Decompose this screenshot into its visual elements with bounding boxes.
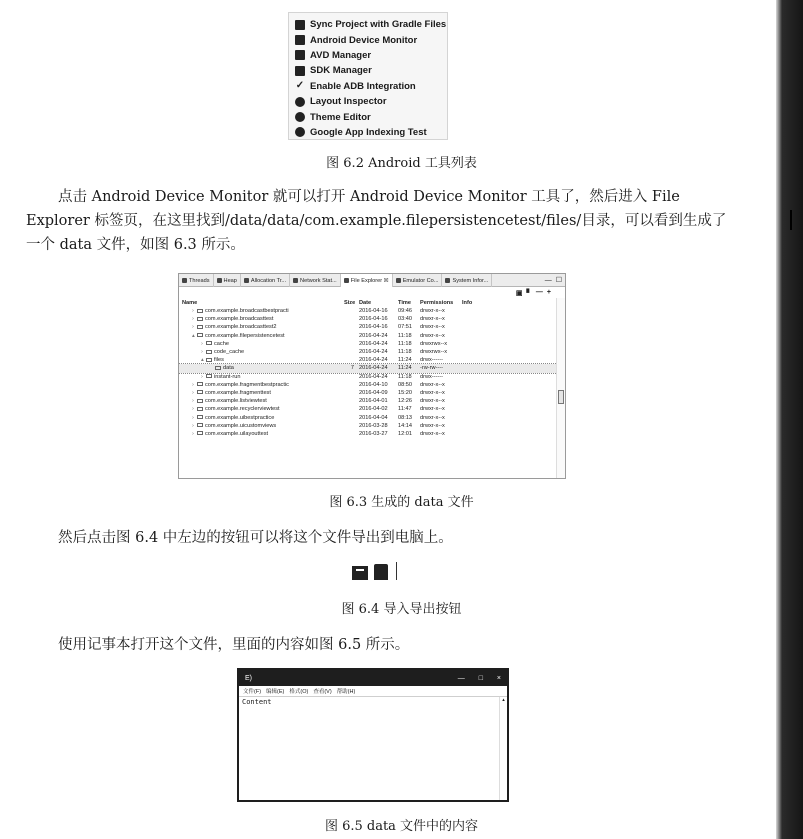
notepad-title-bar [239, 670, 507, 686]
file-time: 15:20 [398, 389, 412, 396]
file-name: com.example.uilayouttest [205, 430, 269, 437]
file-date: 2016-04-16 [359, 324, 388, 331]
col-time[interactable]: Time [398, 299, 411, 306]
notepad-menu-item[interactable]: 格式(O) [289, 689, 309, 695]
file-name-cell [179, 415, 344, 421]
file-date: 2016-03-27 [359, 430, 388, 437]
table-row[interactable] [179, 413, 565, 421]
menu-item[interactable] [295, 17, 447, 32]
toolbar-separator [396, 562, 397, 580]
file-date: 2016-04-10 [359, 381, 388, 388]
file-name-cell [179, 390, 344, 396]
file-permissions: drwxr-x--x [420, 414, 445, 421]
table-row[interactable] [179, 348, 565, 356]
fig-6-2-caption: 图 6.2 Android 工具列表 [326, 156, 477, 171]
collapsed-arrow-icon[interactable]: › [192, 398, 194, 405]
file-name-cell [179, 398, 344, 404]
folder-icon [206, 358, 212, 362]
notepad-scrollbar[interactable] [499, 697, 507, 800]
paragraph-1-line-2: Explorer 标签页，在这里找到/data/data/com.example.filepersistencetest/files/目录，可以看到生成了 [26, 213, 727, 229]
file-permissions: drwxr-x--x [420, 316, 445, 323]
file-time: 11:18 [398, 349, 412, 356]
folder-icon [197, 407, 203, 411]
table-row[interactable] [179, 405, 565, 413]
file-time: 11:18 [398, 340, 412, 347]
folder-icon [197, 325, 203, 329]
file-time: 08:50 [398, 381, 412, 388]
menu-item-label: Google App Indexing Test [310, 126, 427, 138]
ddms-tab-bar [179, 274, 565, 287]
table-row[interactable] [179, 315, 565, 323]
file-name: com.example.recyclerviewtest [205, 406, 280, 413]
tab-label: File Explorer ☒ [350, 277, 389, 284]
file-name-cell [179, 324, 344, 330]
file-name: cache [214, 340, 229, 347]
file-time: 09:46 [398, 308, 412, 315]
table-row[interactable] [179, 397, 565, 405]
file-permissions: drwxr-x--x [420, 332, 445, 339]
file-permissions: drwx------ [420, 357, 443, 364]
pull-file-icon[interactable]: ▣ [515, 289, 523, 297]
notepad-window [237, 668, 509, 802]
file-permissions: drwxrwx--x [420, 340, 448, 347]
tab-icon [344, 278, 349, 283]
file-name: com.example.fragmentbestpractic [205, 381, 289, 388]
file-name-cell [179, 423, 344, 429]
paragraph-3: 使用记事本打开这个文件，里面的内容如图 6.5 所示。 [58, 637, 410, 653]
menu-item[interactable] [295, 79, 441, 94]
file-name: com.example.listviewtest [205, 398, 267, 405]
new-folder-icon[interactable]: + [546, 289, 551, 296]
file-date: 2016-04-02 [359, 406, 388, 413]
menu-item-label: Android Device Monitor [310, 34, 418, 46]
file-time: 11:24 [398, 357, 412, 364]
fig-6-4-caption: 图 6.4 导入导出按钮 [341, 602, 462, 617]
file-name: com.example.filepersistencetest [205, 332, 285, 339]
tab-label: Heap [223, 277, 237, 284]
collapsed-arrow-icon[interactable]: › [192, 316, 194, 323]
file-name: com.example.uibestpractice [205, 414, 275, 421]
table-row[interactable] [179, 430, 565, 438]
file-time: 03:40 [398, 316, 412, 323]
file-date: 2016-04-04 [359, 414, 388, 421]
notepad-menu-item[interactable]: 编辑(E) [266, 689, 285, 695]
scan-edge [776, 0, 803, 839]
file-permissions: drwxr-x--x [420, 389, 445, 396]
theme-editor-icon [295, 112, 305, 122]
menu-item-label: AVD Manager [310, 49, 372, 61]
sync-gradle-icon [295, 20, 305, 30]
notepad-menu-item[interactable]: 查看(V) [313, 689, 332, 695]
app-indexing-icon [295, 127, 305, 137]
table-row[interactable] [179, 307, 565, 315]
push-file-icon[interactable] [374, 564, 388, 580]
push-file-icon[interactable]: ▘ [526, 289, 532, 297]
avd-manager-icon [295, 50, 305, 60]
file-date: 2016-04-24 [359, 349, 388, 356]
file-name: com.example.broadcasttest2 [205, 324, 277, 331]
collapsed-arrow-icon[interactable]: › [201, 373, 203, 380]
android-tools-menu [288, 12, 448, 140]
file-time: 11:18 [398, 373, 412, 380]
expanded-arrow-icon[interactable]: ▴ [201, 357, 204, 364]
menu-item-label: Layout Inspector [310, 96, 387, 108]
fig-6-5-caption: 图 6.5 data 文件中的内容 [324, 819, 479, 834]
folder-icon [206, 374, 212, 378]
sdk-manager-icon [295, 66, 305, 76]
file-name: data [223, 365, 234, 372]
file-name: com.example.fragmenttest [205, 389, 271, 396]
maximize-icon[interactable]: □ [478, 674, 483, 682]
paragraph-2: 然后点击图 6.4 中左边的按钮可以将这个文件导出到电脑上。 [58, 530, 453, 546]
file-name: files [214, 357, 224, 364]
menu-item-label: Enable ADB Integration [310, 80, 416, 92]
fig-6-3-caption: 图 6.3 生成的 data 文件 [329, 495, 474, 510]
file-time: 11:24 [398, 365, 412, 372]
file-date: 2016-04-16 [359, 316, 388, 323]
folder-icon [197, 309, 203, 313]
collapsed-arrow-icon[interactable]: › [192, 381, 194, 388]
folder-icon [197, 399, 203, 403]
table-row[interactable] [179, 323, 565, 331]
file-date: 2016-04-09 [359, 389, 388, 396]
table-row[interactable] [179, 381, 565, 389]
menu-item[interactable] [295, 63, 441, 78]
menu-item-label: Theme Editor [310, 111, 371, 123]
folder-icon [197, 390, 203, 394]
tab-icon [445, 278, 450, 283]
table-row[interactable] [179, 373, 565, 381]
folder-icon [197, 423, 203, 427]
file-date: 2016-04-24 [359, 340, 388, 347]
scrollbar-thumb[interactable] [558, 390, 564, 404]
folder-icon [197, 317, 203, 321]
file-date: 2016-04-24 [359, 373, 388, 380]
collapsed-arrow-icon[interactable]: › [192, 414, 194, 421]
file-date: 2016-04-24 [359, 365, 388, 372]
pull-file-icon[interactable] [352, 566, 368, 580]
notepad-menu-item[interactable]: 文件(F) [243, 689, 262, 695]
col-permissions[interactable]: Permissions [420, 299, 454, 306]
file-size: 7 [350, 365, 354, 372]
file-permissions: drwxr-x--x [420, 430, 445, 437]
table-row[interactable] [179, 356, 565, 364]
file-time: 12:01 [398, 430, 412, 437]
table-row[interactable] [179, 340, 565, 348]
file-icon [215, 366, 221, 370]
pull-push-buttons [352, 562, 397, 580]
file-permissions: drwx------ [420, 373, 443, 380]
folder-icon [197, 415, 203, 419]
file-name: com.example.broadcastbestpracti [205, 308, 289, 315]
layout-inspector-icon [295, 97, 305, 107]
file-date: 2016-03-28 [359, 422, 388, 429]
file-permissions: drwxr-x--x [420, 398, 445, 405]
file-name-cell [179, 382, 344, 388]
file-explorer-toolbar [179, 287, 565, 298]
table-row[interactable] [179, 332, 565, 340]
col-size[interactable]: Size [344, 299, 356, 306]
tab-icon [217, 278, 222, 283]
folder-icon [197, 431, 203, 435]
file-date: 2016-04-24 [359, 357, 388, 364]
window-controls [446, 675, 501, 682]
tab-icon [293, 278, 298, 283]
file-table-header [179, 298, 565, 307]
check-icon: ✓ [295, 80, 305, 92]
paragraph-1-line-3: 一个 data 文件，如图 6.3 所示。 [26, 237, 245, 253]
file-name-cell [179, 431, 344, 437]
file-time: 14:14 [398, 422, 412, 429]
table-row[interactable] [179, 389, 565, 397]
tab-label: Threads [189, 277, 210, 284]
collapsed-arrow-icon[interactable]: › [201, 340, 203, 347]
file-permissions: -rw-rw---- [420, 365, 443, 372]
table-row[interactable] [179, 422, 565, 430]
file-permissions: drwxr-x--x [420, 308, 445, 315]
delete-icon[interactable]: — [535, 289, 543, 296]
menu-item[interactable] [295, 125, 441, 140]
file-name-cell [179, 308, 344, 314]
file-explorer-panel [178, 273, 566, 479]
notepad-menu-bar [239, 686, 507, 697]
file-name: instant-run [214, 373, 241, 380]
collapsed-arrow-icon[interactable]: › [192, 308, 194, 315]
tab-label: System Infor... [452, 277, 489, 284]
tab-4[interactable] [341, 274, 393, 287]
folder-icon [197, 333, 203, 337]
file-name: com.example.uicustomviews [205, 422, 277, 429]
file-name: com.example.broadcasttest [205, 316, 274, 323]
minimize-icon[interactable]: — [544, 276, 552, 284]
col-name[interactable]: Name [182, 299, 198, 306]
collapsed-arrow-icon[interactable]: › [192, 422, 194, 429]
file-permissions: drwxr-x--x [420, 422, 445, 429]
notepad-title: E) [245, 674, 252, 682]
scan-edge-mark [790, 210, 792, 230]
folder-icon [206, 341, 212, 345]
maximize-icon[interactable]: ☐ [555, 277, 562, 284]
file-permissions: drwxr-x--x [420, 406, 445, 413]
file-date: 2016-04-16 [359, 308, 388, 315]
menu-item-label: SDK Manager [310, 65, 372, 77]
file-tree [179, 307, 565, 438]
menu-item[interactable] [295, 109, 441, 124]
menu-item[interactable] [295, 32, 441, 47]
tab-6[interactable] [442, 274, 492, 287]
file-permissions: drwxrwx--x [420, 349, 448, 356]
file-time: 07:51 [398, 324, 412, 331]
file-name-cell [179, 333, 344, 339]
scroll-up-icon[interactable]: ▴ [502, 697, 505, 703]
tab-1[interactable] [214, 274, 241, 287]
android-monitor-icon [295, 35, 305, 45]
paragraph-1-line-1: 点击 Android Device Monitor 就可以打开 Android Device Monitor 工具了，然后进入 File [58, 189, 680, 205]
tab-3[interactable] [290, 274, 341, 287]
tab-2[interactable] [241, 274, 290, 287]
notepad-menu-item[interactable]: 帮助(H) [336, 689, 356, 695]
file-name-cell [179, 357, 344, 363]
menu-item-label: Sync Project with Gradle Files [310, 19, 447, 31]
tab-0[interactable] [179, 274, 214, 287]
file-permissions: drwxr-x--x [420, 324, 445, 331]
tab-5[interactable] [393, 274, 443, 287]
minimize-icon[interactable]: — [457, 674, 465, 682]
collapsed-arrow-icon[interactable]: › [201, 349, 203, 356]
collapsed-arrow-icon[interactable]: › [192, 389, 194, 396]
tab-icon [244, 278, 249, 283]
file-name-cell [179, 365, 344, 371]
notepad-text-area[interactable]: Content [242, 698, 272, 706]
tab-label: Network Stat... [300, 277, 337, 284]
file-name-cell [179, 316, 344, 322]
file-permissions: drwxr-x--x [420, 381, 445, 388]
collapsed-arrow-icon[interactable]: › [192, 324, 194, 331]
menu-item[interactable] [295, 94, 441, 109]
file-name-cell [179, 349, 344, 355]
collapsed-arrow-icon[interactable]: › [192, 430, 194, 437]
menu-item[interactable] [295, 48, 441, 63]
file-time: 11:47 [398, 406, 412, 413]
panel-window-buttons [541, 274, 565, 286]
file-name: code_cache [214, 349, 245, 356]
file-time: 11:18 [398, 332, 412, 339]
vertical-scrollbar[interactable] [556, 298, 565, 478]
tab-icon [182, 278, 187, 283]
file-time: 08:13 [398, 414, 412, 421]
collapsed-arrow-icon[interactable]: › [192, 406, 194, 413]
file-name-cell [179, 406, 344, 412]
close-icon[interactable]: × [496, 674, 501, 682]
tab-label: Emulator Co... [402, 277, 439, 284]
col-date[interactable]: Date [359, 299, 372, 306]
tab-icon [396, 278, 401, 283]
table-row[interactable] [179, 364, 565, 372]
folder-icon [206, 350, 212, 354]
col-info[interactable]: Info [462, 299, 473, 306]
file-time: 12:26 [398, 398, 412, 405]
tab-label: Allocation Tr... [250, 277, 287, 284]
file-name-cell [179, 374, 344, 380]
expanded-arrow-icon[interactable]: ▴ [192, 332, 195, 339]
file-date: 2016-04-01 [359, 398, 388, 405]
file-name-cell [179, 341, 344, 347]
file-date: 2016-04-24 [359, 332, 388, 339]
folder-icon [197, 382, 203, 386]
